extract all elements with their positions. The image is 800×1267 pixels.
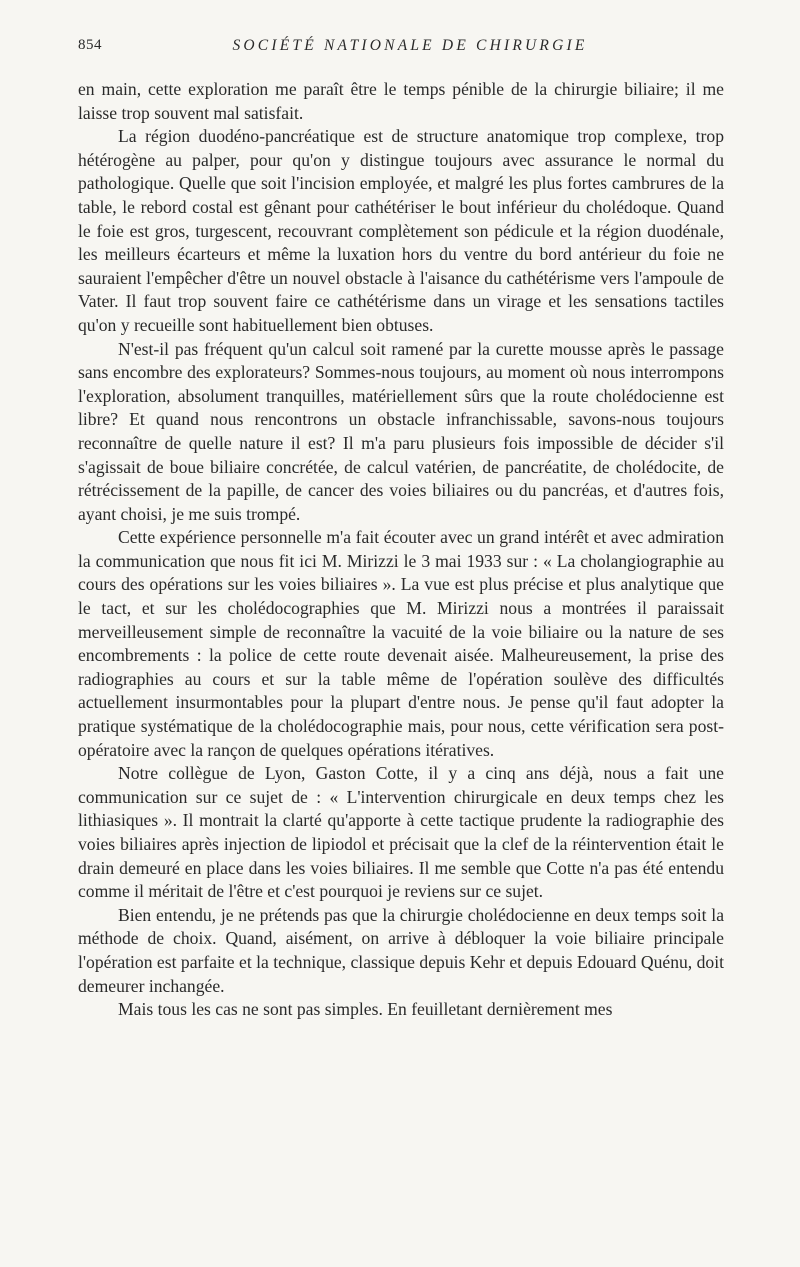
paragraph-duodeno-pancreatic-region: La région duodéno-pancréatique est de structure anatomique trop complexe, trop hétérogène au palper, pour qu'on y distingue toujours avec assurance le normal du pathologique. Quelle que soit l'incision employée, et malgré les plus fortes cambrures de la table, le rebord costal est gênant pour cathétériser le bout inférieur du cholédoque. Quand le foie est gros, turgescent, recouvrant complètement son pédicule et la région duodénale, les meilleurs écarteurs et même la luxation hors du ventre du bord antérieur du foie ne sauraient l'empêcher d'être un nouvel obstacle à l'aisance du cathétérisme vers l'ampoule de Vater. Il faut trop souvent faire ce cathétérisme dans un virage et les sensations tactiles qu'on y recueille sont habituellement bien obtuses. <box>78 126 724 335</box>
paragraph-continued: en main, cette exploration me paraît être le temps pénible de la chirurgie biliaire; il me laisse trop souvent mal satisfait. <box>78 79 724 123</box>
paragraph-mirizzi-cholangiography: Cette expérience personnelle m'a fait écouter avec un grand intérêt et avec admiration la communication que nous fit ici M. Mirizzi le 3 mai 1933 sur : « La cholangiographie au cours des opérations sur les voies biliaires ». La vue est plus précise et plus analytique que le tact, et sur les cholédocographies que M. Mirizzi nous a montrées il paraissait merveilleusement simple de reconnaître la vacuité de la voie biliaire ou la nature de ses encombrements : la police de cette route devenait aisée. Malheureusement, la prise des radiographies au cours et sur la table même de l'opération soulève des difficultés actuellement insurmontables pour la plupart d'entre nous. Je pense qu'il faut adopter la pratique systématique de la cholédocographie mais, pour nous, cette vérification sera post-opératoire avec la rançon de quelques opérations itératives. <box>78 527 724 760</box>
paragraph-calculus-question: N'est-il pas fréquent qu'un calcul soit ramené par la curette mousse après le passage sans encombre des explorateurs? Sommes-nous toujours, au moment où nous interrompons l'exploration, absolument tranquilles, matériellement sûrs que la route cholédocienne est libre? Et quand nous rencontrons un obstacle infranchissable, savons-nous toujours reconnaître de quelle nature il est? Il m'a paru plusieurs fois impossible de décider s'il s'agissait de boue biliaire concrétée, de calcul vatérien, de pancréatite, de cholédocite, de rétrécissement de la papille, de cancer des voies biliaires ou du pancréas, et d'autres fois, ayant choisi, je me suis trompé. <box>78 338 724 524</box>
paragraph-not-simple-cases: Mais tous les cas ne sont pas simples. En feuilletant dernièrement mes <box>118 999 613 1020</box>
paragraph-two-stage-surgery: Bien entendu, je ne prétends pas que la chirurgie cholédocienne en deux temps soit la méthode de choix. Quand, aisément, on arrive à débloquer la voie biliaire principale l'opération est parfaite et la technique, classique depuis Kehr et depuis Edouard Quénu, doit demeurer inchangée. <box>78 904 724 996</box>
page-number: 854 <box>78 37 102 53</box>
paragraph-gaston-cotte: Notre collègue de Lyon, Gaston Cotte, il y a cinq ans déjà, nous a fait une communication sur ce sujet de : « L'intervention chirurgicale en deux temps chez les lithiasiques ». Il montrait la clarté qu'apporte à cette tactique prudente la radiographie des voies biliaires après injection de lipiodol et précisait que la clef de la réintervention était le drain demeuré en place dans les voies biliaires. Il me semble que Cotte n'a pas été entendu comme il méritait de l'être et c'est pourquoi je reviens sur ce sujet. <box>78 763 724 902</box>
page-header <box>78 37 722 61</box>
running-title: SOCIÉTÉ NATIONALE DE CHIRURGIE <box>232 37 588 54</box>
body-text <box>78 78 724 1022</box>
